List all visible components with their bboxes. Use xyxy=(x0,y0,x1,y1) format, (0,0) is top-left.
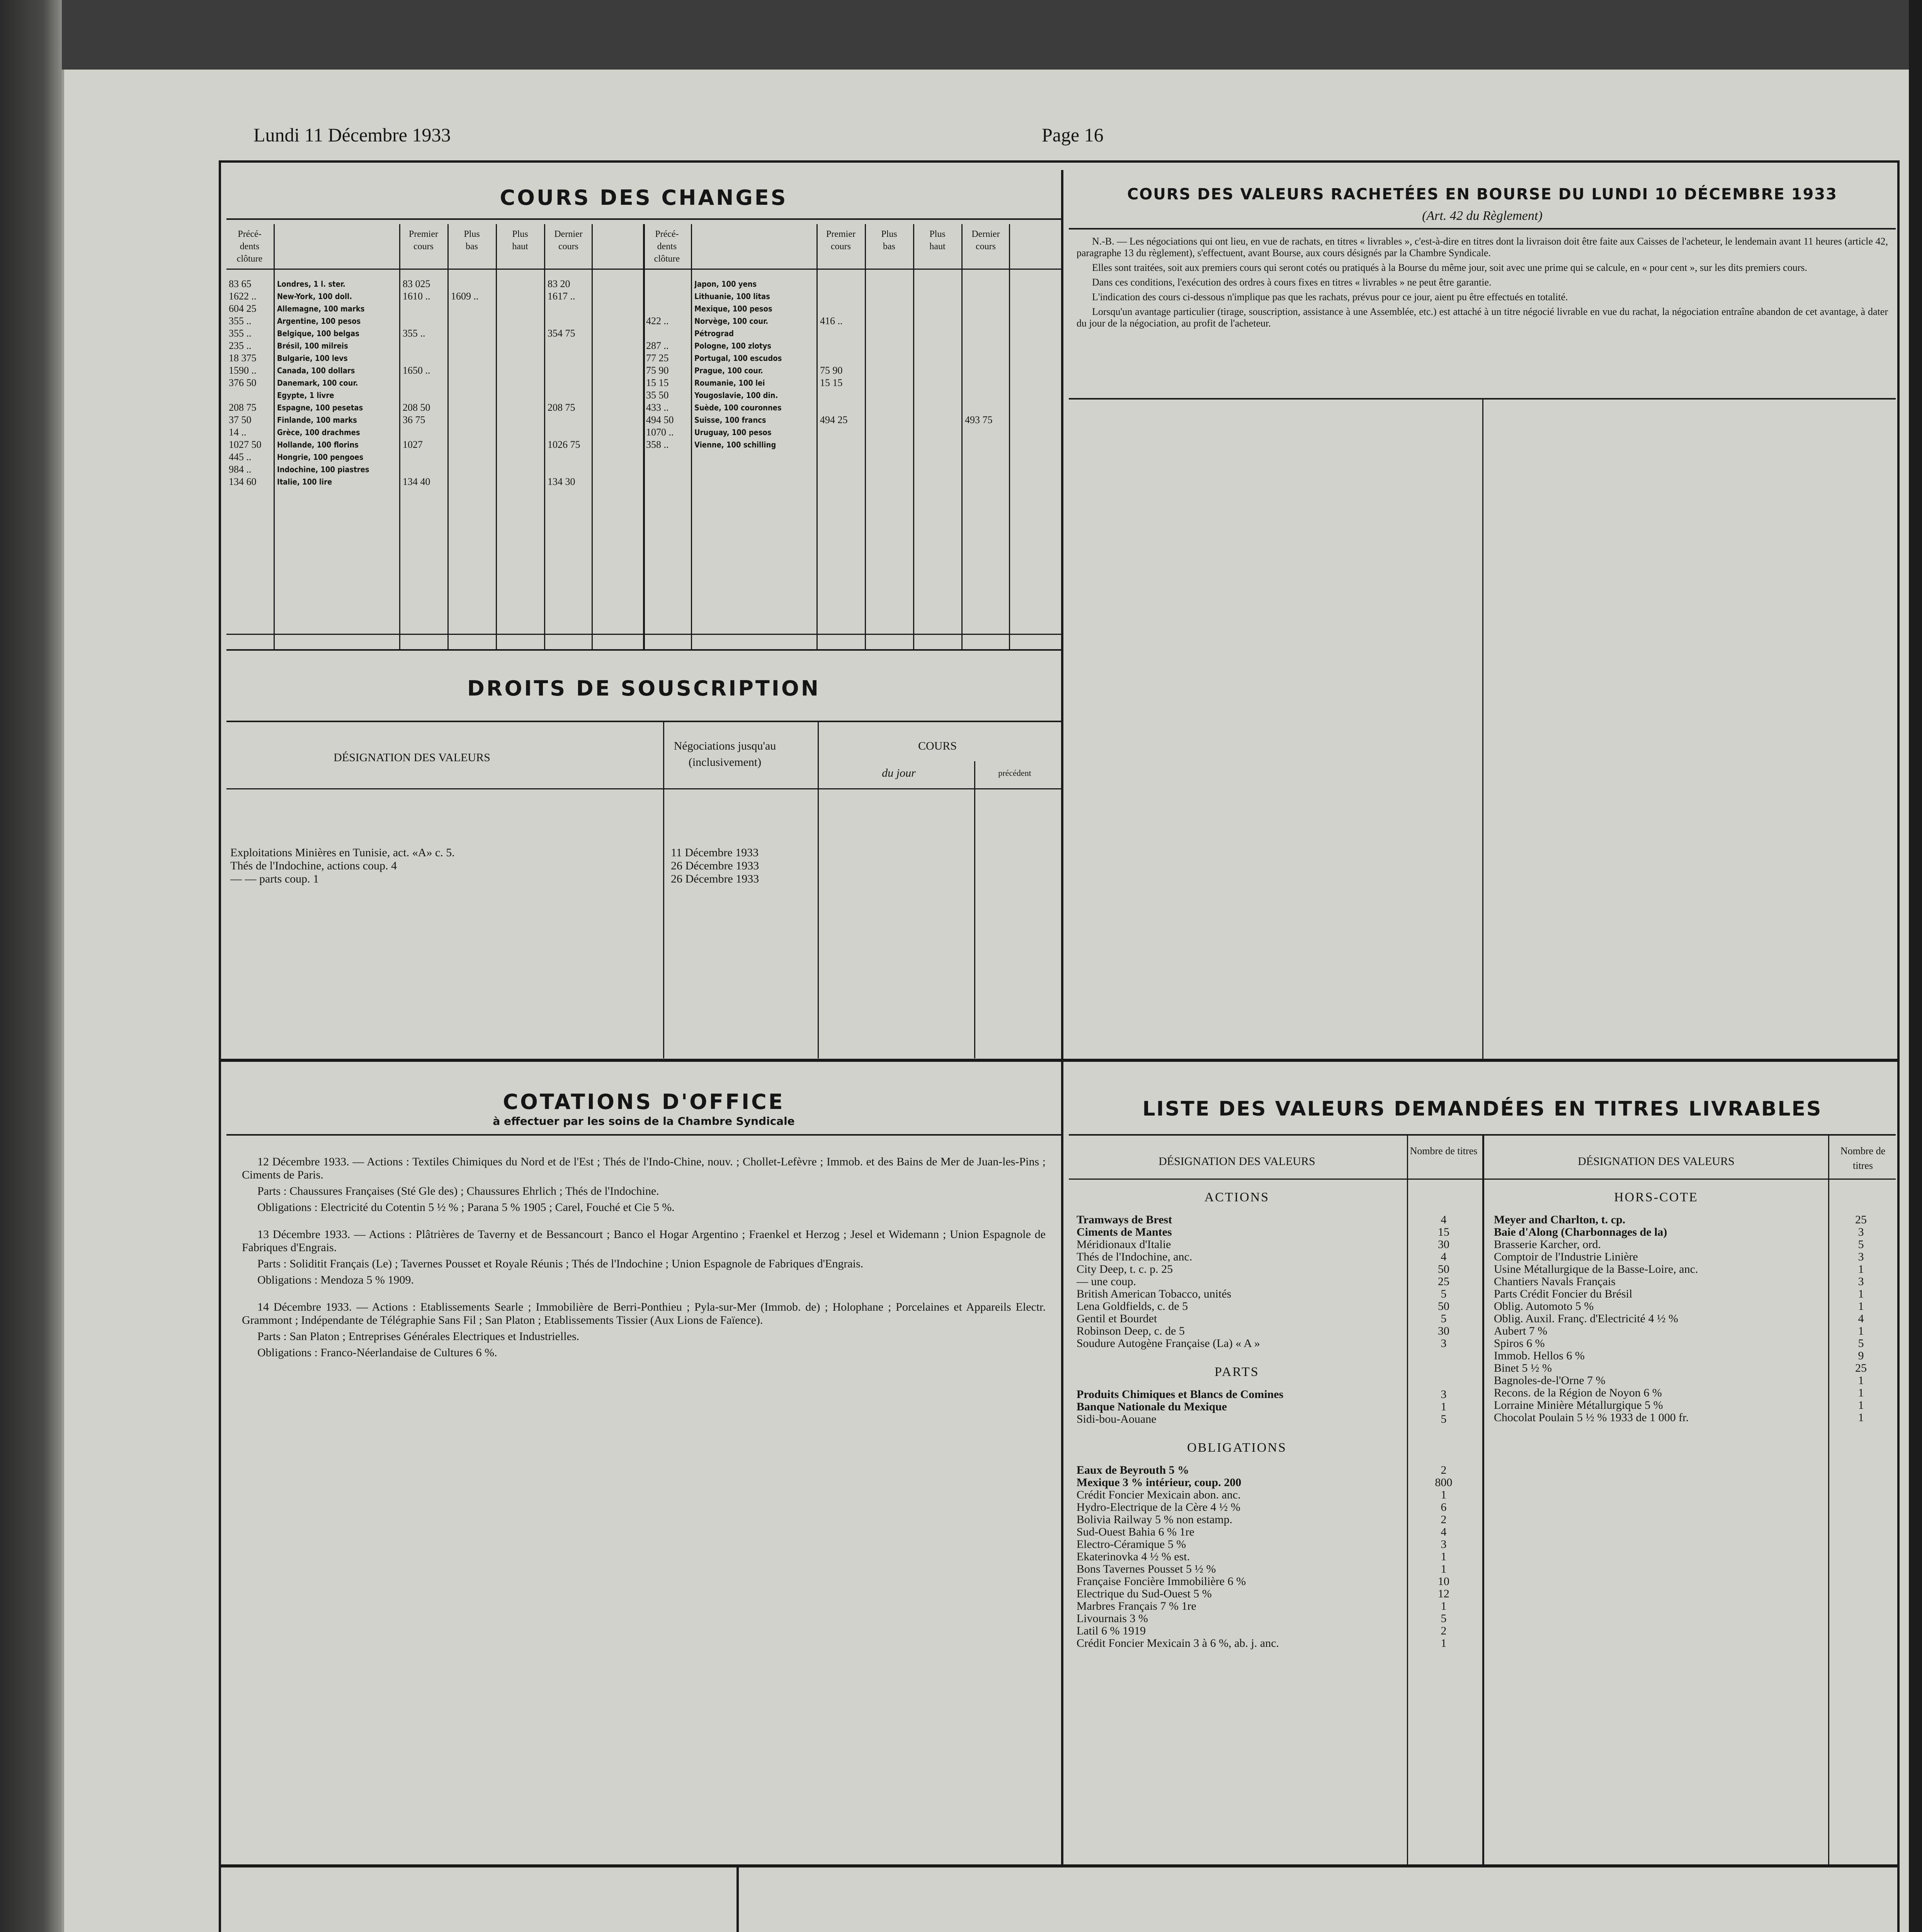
changes-first: 15 15 xyxy=(820,377,843,388)
changes-col-head: Plus haut xyxy=(512,229,528,252)
changes-col-head: Dernier cours xyxy=(554,229,583,252)
demandees-panel xyxy=(744,1867,1896,1932)
office-paragraph: 14 Décembre 1933. — Actions : Etablissements Searle ; Immobilière de Berri-Ponthieu ; Pyla-sur-Mer (Immob. de) ; Holophane ; Porcelaines et Appareils Electr. Grammont ; Indépendante de Télégraphie Sans Fil ; San Platon ; Etablissements Tissier (Aux Lions de Faïence). xyxy=(242,1301,1046,1327)
livrables-item-count: 1 xyxy=(1858,1300,1864,1313)
changes-last: 134 30 xyxy=(548,476,575,487)
changes-last: 83 20 xyxy=(548,278,570,289)
livrables-item-name: Marbres Français 7 % 1re xyxy=(1077,1600,1196,1612)
changes-last: 208 75 xyxy=(548,402,575,413)
changes-name: Bulgarie, 100 levs xyxy=(277,354,348,363)
changes-prev: 376 50 xyxy=(229,377,257,388)
changes-name: Lithuanie, 100 litas xyxy=(694,292,770,301)
livrables-item-count: 3 xyxy=(1441,1388,1447,1401)
livrables-item-name: Comptoir de l'Industrie Linière xyxy=(1494,1250,1638,1263)
droits-date: 11 Décembre 1933 xyxy=(671,846,759,859)
changes-row xyxy=(226,291,644,302)
office-subtitle: à effectuer par les soins de la Chambre Syndicale xyxy=(493,1115,795,1128)
livrables-section-label: HORS-COTE xyxy=(1614,1190,1698,1204)
livrables-item-count: 1 xyxy=(1858,1386,1864,1399)
changes-first: 1650 .. xyxy=(403,365,430,376)
droits-title: DROITS DE SOUSCRIPTION xyxy=(467,676,820,701)
changes-row xyxy=(644,303,1061,315)
livrables-col-designation-right: DÉSIGNATION DES VALEURS xyxy=(1578,1155,1735,1168)
changes-prev: 77 25 xyxy=(646,352,669,364)
changes-row xyxy=(226,402,644,413)
changes-row xyxy=(226,365,644,376)
rachetees-note: N.-B. — Les négociations qui ont lieu, en vue de rachats, en titres « livrables », c'est-à-dire en titres dont la livraison doit être faite aux Caisses de l'acheteur, le lendemain avant 11 heures (article 42, paragraphe 13 du règlement), s'effectuent, avant Bourse, aux cours désignés par la Chambre Syndicale. Elles sont traitées, soit aux premiers cours qui seront cotés ou pratiqués à la Bourse du même jour, soit avec une prime qui se calcule, en « pour cent », sur les dits premiers cours. Dans ces conditions, l'exécution des ordres à cours fixes en titres « livrables » ne peut être garantie. L'indication des cours ci-dessous n'implique pas que les rachats, prévus pour ce jour, aient pu être effectués en totalité. Lorsqu'un avantage particulier (tirage, souscription, assistance à une Assemblée, etc.) est attaché à un titre négocié livrable en vue du rachat, la négociation entraîne abandon de cet avantage, à dater du jour de la négociation, au profit de l'acheteur. xyxy=(1077,236,1888,329)
changes-row xyxy=(644,439,1061,451)
changes-col-head: Premier cours xyxy=(826,229,856,252)
livrables-item-count: 5 xyxy=(1858,1238,1864,1251)
changes-first: 416 .. xyxy=(820,315,843,327)
changes-row xyxy=(644,352,1061,364)
divider-upper xyxy=(219,1059,1900,1062)
changes-head-rule xyxy=(226,269,1061,270)
livrables-item-name: British American Tobacco, unités xyxy=(1077,1287,1231,1300)
changes-prev: 208 75 xyxy=(229,402,257,413)
office-panel xyxy=(226,1063,1061,1864)
divider-col-2 xyxy=(1061,1062,1063,1864)
changes-col-head: Plus haut xyxy=(929,229,946,252)
livrables-item-count: 4 xyxy=(1441,1526,1447,1538)
livrables-item-name: Usine Métallurgique de la Basse-Loire, anc. xyxy=(1494,1263,1698,1276)
livrables-section-label: OBLIGATIONS xyxy=(1187,1440,1287,1455)
changes-name: Allemagne, 100 marks xyxy=(277,304,365,313)
changes-col-head: Dernier cours xyxy=(971,229,1000,252)
changes-row xyxy=(226,352,644,364)
changes-first: 1610 .. xyxy=(403,291,430,302)
droits-col-cours: COURS xyxy=(918,740,957,752)
changes-first: 494 25 xyxy=(820,414,848,425)
livrables-item-name: Chocolat Poulain 5 ½ % 1933 de 1 000 fr. xyxy=(1494,1411,1689,1424)
changes-last: 493 75 xyxy=(965,414,993,425)
livrables-item-name: Gentil et Bourdet xyxy=(1077,1312,1157,1325)
livrables-item-name: Crédit Foncier Mexicain 3 à 6 %, ab. j. anc. xyxy=(1077,1637,1279,1650)
changes-prev: 14 .. xyxy=(229,427,247,438)
livrables-item-count: 1 xyxy=(1441,1637,1447,1650)
livrables-item-name: Immob. Hellos 6 % xyxy=(1494,1349,1585,1362)
changes-name: Vienne, 100 schilling xyxy=(694,440,776,449)
changes-col-head: Plus bas xyxy=(881,229,897,252)
livrables-item-count: 50 xyxy=(1438,1300,1449,1313)
changes-row xyxy=(644,427,1061,438)
changes-row xyxy=(226,315,644,327)
livrables-item-count: 25 xyxy=(1855,1213,1867,1226)
changes-prev: 35 50 xyxy=(646,389,669,401)
livrables-item-name: Oblig. Auxil. Franç. d'Electricité 4 ½ % xyxy=(1494,1312,1678,1325)
livrables-item-count: 5 xyxy=(1441,1413,1447,1425)
livrables-panel xyxy=(1069,1063,1896,1864)
changes-row xyxy=(644,377,1061,389)
office-paragraph: Obligations : Mendoza 5 % 1909. xyxy=(257,1274,414,1286)
livrables-item-count: 5 xyxy=(1441,1612,1447,1625)
rappels-panel xyxy=(226,1867,736,1932)
office-paragraph: Obligations : Electricité du Cotentin 5 ½ % ; Parana 5 % 1905 ; Carel, Fouché et Cie 5 %. xyxy=(257,1201,675,1214)
livrables-col-designation-left: DÉSIGNATION DES VALEURS xyxy=(1158,1155,1315,1168)
changes-prev: 433 .. xyxy=(646,402,669,413)
livrables-item-count: 5 xyxy=(1441,1287,1447,1300)
changes-last: 1026 75 xyxy=(548,439,580,450)
changes-row xyxy=(644,365,1061,376)
livrables-item-count: 50 xyxy=(1438,1263,1449,1276)
livrables-col-nombre-right: Nombre de titres xyxy=(1840,1145,1886,1171)
livrables-item-name: Ciments de Mantes xyxy=(1077,1226,1172,1238)
livrables-item-count: 800 xyxy=(1435,1476,1453,1489)
office-paragraph: 13 Décembre 1933. — Actions : Plâtrières de Taverny et de Bessancourt ; Banco el Hogar Argentino ; Fraenkel et Herzog ; Jesel et Widemann ; Union Espagnole de Fabriques d'Engrais. xyxy=(242,1228,1046,1254)
changes-first: 36 75 xyxy=(403,414,425,425)
livrables-item-name: Bons Tavernes Pousset 5 ½ % xyxy=(1077,1563,1216,1575)
changes-name: Japon, 100 yens xyxy=(694,279,757,289)
changes-row xyxy=(226,451,644,463)
changes-row xyxy=(226,414,644,426)
changes-prev: 15 15 xyxy=(646,377,669,388)
livrables-item-name: Robinson Deep, c. de 5 xyxy=(1077,1325,1185,1337)
changes-name: Portugal, 100 escudos xyxy=(694,354,782,363)
livrables-item-name: Meyer and Charlton, t. cp. xyxy=(1494,1213,1626,1226)
livrables-item-name: Binet 5 ½ % xyxy=(1494,1362,1552,1374)
changes-name: Pologne, 100 zlotys xyxy=(694,341,771,350)
livrables-item-count: 10 xyxy=(1438,1575,1449,1588)
changes-name: Suède, 100 couronnes xyxy=(694,403,782,412)
changes-prev: 1070 .. xyxy=(646,427,674,438)
changes-prev: 494 50 xyxy=(646,414,674,425)
changes-row xyxy=(644,291,1061,302)
livrables-item-name: Baie d'Along (Charbonnages de la) xyxy=(1494,1226,1667,1238)
changes-name: Hongrie, 100 pengoes xyxy=(277,452,364,462)
changes-prev: 1622 .. xyxy=(229,291,257,302)
livrables-item-count: 1 xyxy=(1858,1263,1864,1276)
changes-row xyxy=(226,389,644,401)
divider-col-3 xyxy=(736,1867,739,1932)
droits-col-du-jour: du jour xyxy=(882,767,916,779)
changes-col-head: Précé- dents clôture xyxy=(236,229,263,264)
livrables-item-name: Parts Crédit Foncier du Brésil xyxy=(1494,1287,1633,1300)
office-title: COTATIONS D'OFFICE xyxy=(503,1090,785,1114)
droits-col-negociations: Négociations jusqu'au (inclusivement) xyxy=(674,740,776,769)
changes-table xyxy=(226,224,1061,649)
changes-first: 75 90 xyxy=(820,365,843,376)
changes-first: 355 .. xyxy=(403,328,425,339)
changes-row xyxy=(226,377,644,389)
livrables-item-count: 5 xyxy=(1858,1337,1864,1350)
livrables-item-count: 3 xyxy=(1441,1337,1447,1350)
changes-name: Yougoslavie, 100 din. xyxy=(694,391,778,400)
changes-prev: 287 .. xyxy=(646,340,669,351)
livrables-item-name: Spiros 6 % xyxy=(1494,1337,1545,1350)
office-paragraph: Parts : Chaussures Françaises (Sté Gle des) ; Chaussures Ehrlich ; Thés de l'Indochine. xyxy=(257,1185,659,1197)
livrables-item-name: Chantiers Navals Français xyxy=(1494,1275,1616,1288)
changes-prev: 355 .. xyxy=(229,315,252,327)
changes-prev: 445 .. xyxy=(229,451,252,463)
office-paragraph: Parts : Soliditit Français (Le) ; Tavernes Pousset et Royale Réunis ; Thés de l'Indochine ; Union Espagnole de Fabriques d'Engrais. xyxy=(257,1257,864,1270)
changes-prev: 358 .. xyxy=(646,439,669,450)
changes-row xyxy=(226,476,644,488)
changes-name: Espagne, 100 pesetas xyxy=(277,403,363,412)
changes-title: COURS DES CHANGES xyxy=(500,185,788,210)
livrables-item-count: 1 xyxy=(1441,1488,1447,1501)
changes-name: Belgique, 100 belgas xyxy=(277,329,359,338)
divider-col-1 xyxy=(1061,170,1063,1059)
changes-prev: 18 375 xyxy=(229,352,257,364)
livrables-item-count: 4 xyxy=(1441,1213,1447,1226)
livrables-item-count: 1 xyxy=(1858,1399,1864,1412)
changes-row xyxy=(226,464,644,475)
page-date: Lundi 11 Décembre 1933 xyxy=(253,124,451,146)
livrables-item-count: 5 xyxy=(1441,1312,1447,1325)
changes-last: 1617 .. xyxy=(548,291,575,302)
changes-name: Suisse, 100 francs xyxy=(694,415,766,425)
changes-prev: 235 .. xyxy=(229,340,252,351)
office-paragraph: Obligations : Franco-Néerlandaise de Cultures 6 %. xyxy=(257,1346,497,1359)
livrables-item-count: 3 xyxy=(1441,1538,1447,1551)
changes-row xyxy=(644,340,1061,352)
changes-name: Norvège, 100 cour. xyxy=(694,316,768,326)
changes-prev: 604 25 xyxy=(229,303,257,314)
livrables-item-name: Eaux de Beyrouth 5 % xyxy=(1077,1464,1189,1476)
changes-name: Brésil, 100 milreis xyxy=(277,341,348,350)
changes-name: Egypte, 1 livre xyxy=(277,391,334,400)
livrables-item-count: 1 xyxy=(1441,1600,1447,1612)
changes-row xyxy=(226,303,644,315)
livrables-item-name: Latil 6 % 1919 xyxy=(1077,1624,1146,1637)
livrables-title: LISTE DES VALEURS DEMANDÉES EN TITRES LIVRABLES xyxy=(1142,1097,1822,1121)
changes-row xyxy=(226,278,644,290)
changes-prev: 1590 .. xyxy=(229,365,257,376)
droits-col-precedent: précédent xyxy=(998,768,1031,778)
livrables-item-name: — une coup. xyxy=(1077,1275,1136,1288)
changes-prev: 355 .. xyxy=(229,328,252,339)
livrables-item-name: Electrique du Sud-Ouest 5 % xyxy=(1077,1587,1212,1600)
changes-first: 1027 xyxy=(403,439,423,450)
livrables-item-name: Tramways de Brest xyxy=(1077,1213,1172,1226)
changes-name: Londres, 1 l. ster. xyxy=(277,279,345,289)
changes-name: Pétrograd xyxy=(694,329,734,338)
changes-row xyxy=(644,278,1061,290)
livrables-section-label: PARTS xyxy=(1214,1365,1259,1379)
changes-prev: 1027 50 xyxy=(229,439,262,450)
changes-name: Grèce, 100 drachmes xyxy=(277,428,360,437)
livrables-item-name: Hydro-Electrique de la Cère 4 ½ % xyxy=(1077,1501,1240,1514)
changes-row xyxy=(644,402,1061,413)
droits-name: Thés de l'Indochine, actions coup. 4 xyxy=(230,859,397,872)
livrables-item-count: 1 xyxy=(1858,1374,1864,1387)
office-paragraph: 12 Décembre 1933. — Actions : Textiles Chimiques du Nord et de l'Est ; Thés de l'Indo-Chine, nouv. ; Chollet-Lefèvre ; Immob. et des Bains de Mer de Juan-les-Pins ; Ciments de Paris. xyxy=(242,1155,1046,1181)
droits-name: Exploitations Minières en Tunisie, act. «A» c. 5. xyxy=(230,846,455,859)
changes-col-head: Plus bas xyxy=(464,229,480,252)
droits-col-designation: DÉSIGNATION DES VALEURS xyxy=(333,751,490,764)
livrables-item-name: Sidi-bou-Aouane xyxy=(1077,1413,1157,1425)
livrables-item-name: Lorraine Minière Métallurgique 5 % xyxy=(1494,1399,1663,1412)
office-text xyxy=(242,1155,1046,1362)
livrables-item-name: Française Foncière Immobilière 6 % xyxy=(1077,1575,1246,1588)
livrables-item-count: 1 xyxy=(1441,1400,1447,1413)
changes-prev: 422 .. xyxy=(646,315,669,327)
changes-name: Danemark, 100 cour. xyxy=(277,378,358,388)
changes-prev: 134 60 xyxy=(229,476,257,487)
livrables-right xyxy=(1486,1182,1896,1839)
livrables-item-count: 30 xyxy=(1438,1325,1449,1337)
livrables-item-count: 2 xyxy=(1441,1624,1447,1637)
livrables-col-nombre-left: Nombre de titres xyxy=(1410,1145,1478,1156)
livrables-item-name: Ekaterinovka 4 ½ % est. xyxy=(1077,1550,1190,1563)
rachetees-panel xyxy=(1069,170,1896,1059)
livrables-item-name: Soudure Autogène Française (La) « A » xyxy=(1077,1337,1260,1350)
changes-name: New-York, 100 doll. xyxy=(277,292,352,301)
livrables-item-count: 4 xyxy=(1858,1312,1864,1325)
changes-name: Roumanie, 100 lei xyxy=(694,378,765,388)
livrables-item-name: Brasserie Karcher, ord. xyxy=(1494,1238,1601,1251)
livrables-item-name: Mexique 3 % intérieur, coup. 200 xyxy=(1077,1476,1242,1489)
livrables-item-count: 30 xyxy=(1438,1238,1449,1251)
office-paragraph: Parts : San Platon ; Entreprises Générales Electriques et Industrielles. xyxy=(257,1330,580,1343)
changes-name: Prague, 100 cour. xyxy=(694,366,763,375)
livrables-item-count: 9 xyxy=(1858,1349,1864,1362)
changes-row xyxy=(644,389,1061,401)
changes-prev: 75 90 xyxy=(646,365,669,376)
changes-name: Mexique, 100 pesos xyxy=(694,304,772,313)
changes-prev: 984 .. xyxy=(229,464,252,475)
rachetees-subtitle: (Art. 42 du Règlement) xyxy=(1422,209,1543,223)
divider-lower xyxy=(219,1864,1900,1867)
livrables-item-name: Recons. de la Région de Noyon 6 % xyxy=(1494,1386,1662,1399)
livrables-item-name: Lena Goldfields, c. de 5 xyxy=(1077,1300,1188,1313)
livrables-item-name: Livournais 3 % xyxy=(1077,1612,1148,1625)
livrables-item-count: 25 xyxy=(1438,1275,1449,1288)
changes-row xyxy=(226,328,644,339)
livrables-item-count: 3 xyxy=(1858,1275,1864,1288)
livrables-left xyxy=(1069,1182,1482,1839)
livrables-item-name: Sud-Ouest Bahia 6 % 1re xyxy=(1077,1526,1194,1538)
changes-row xyxy=(226,439,644,451)
changes-first: 134 40 xyxy=(403,476,430,487)
changes-prev: 37 50 xyxy=(229,414,252,425)
livrables-section-label: ACTIONS xyxy=(1204,1190,1270,1204)
livrables-item-count: 2 xyxy=(1441,1464,1447,1476)
droits-date: 26 Décembre 1933 xyxy=(671,859,759,872)
changes-row xyxy=(644,328,1061,339)
livrables-item-name: Aubert 7 % xyxy=(1494,1325,1548,1337)
livrables-item-name: Bagnoles-de-l'Orne 7 % xyxy=(1494,1374,1606,1387)
changes-name: Hollande, 100 florins xyxy=(277,440,359,449)
changes-row xyxy=(644,414,1061,426)
changes-prev: 83 65 xyxy=(229,278,252,289)
changes-col-head: Premier cours xyxy=(409,229,438,252)
livrables-item-count: 15 xyxy=(1438,1226,1449,1238)
rachetees-title: COURS DES VALEURS RACHETÉES EN BOURSE DU LUNDI 10 DÉCEMBRE 1933 xyxy=(1127,185,1837,203)
newspaper-page xyxy=(62,70,1909,1932)
livrables-item-name: City Deep, t. c. p. 25 xyxy=(1077,1263,1173,1276)
livrables-item-count: 3 xyxy=(1858,1250,1864,1263)
changes-panel xyxy=(226,170,1061,649)
livrables-item-name: Electro-Céramique 5 % xyxy=(1077,1538,1186,1551)
changes-row xyxy=(644,315,1061,327)
changes-foot-rule xyxy=(226,634,1061,635)
changes-row xyxy=(226,427,644,438)
livrables-item-count: 3 xyxy=(1858,1226,1864,1238)
livrables-item-name: Oblig. Automoto 5 % xyxy=(1494,1300,1594,1313)
livrables-item-count: 4 xyxy=(1441,1250,1447,1263)
droits-rows xyxy=(226,846,1061,923)
changes-name: Italie, 100 lire xyxy=(277,477,332,486)
changes-row xyxy=(226,340,644,352)
livrables-item-name: Méridionaux d'Italie xyxy=(1077,1238,1171,1251)
changes-low: 1609 .. xyxy=(451,291,479,302)
changes-first: 208 50 xyxy=(403,402,430,413)
livrables-item-name: Banque Nationale du Mexique xyxy=(1077,1400,1227,1413)
changes-first: 83 025 xyxy=(403,278,430,289)
changes-name: Indochine, 100 piastres xyxy=(277,465,369,474)
changes-name: Finlande, 100 marks xyxy=(277,415,357,425)
livrables-item-count: 1 xyxy=(1441,1563,1447,1575)
livrables-item-name: Bolivia Railway 5 % non estamp. xyxy=(1077,1513,1233,1526)
livrables-item-count: 1 xyxy=(1858,1411,1864,1424)
book-spine xyxy=(0,0,62,1932)
page-number: Page 16 xyxy=(1042,124,1104,146)
livrables-item-count: 1 xyxy=(1858,1287,1864,1300)
droits-panel xyxy=(226,649,1061,1059)
changes-col-head: Précé- dents clôture xyxy=(654,229,680,264)
changes-name: Argentine, 100 pesos xyxy=(277,316,361,326)
livrables-item-count: 6 xyxy=(1441,1501,1447,1514)
changes-name: Canada, 100 dollars xyxy=(277,366,355,375)
livrables-item-count: 12 xyxy=(1438,1587,1449,1600)
livrables-item-name: Thés de l'Indochine, anc. xyxy=(1077,1250,1192,1263)
changes-name: Uruguay, 100 pesos xyxy=(694,428,772,437)
changes-last: 354 75 xyxy=(548,328,575,339)
livrables-item-name: Produits Chimiques et Blancs de Comines xyxy=(1077,1388,1284,1401)
livrables-item-name: Crédit Foncier Mexicain abon. anc. xyxy=(1077,1488,1241,1501)
livrables-item-count: 1 xyxy=(1441,1550,1447,1563)
livrables-item-count: 1 xyxy=(1858,1325,1864,1337)
scan-edge xyxy=(1909,0,1922,1932)
livrables-item-count: 2 xyxy=(1441,1513,1447,1526)
droits-date: 26 Décembre 1933 xyxy=(671,872,759,885)
rachetees-column-rule xyxy=(1482,400,1483,1059)
droits-name: — — parts coup. 1 xyxy=(230,872,319,885)
livrables-item-count: 25 xyxy=(1855,1362,1867,1374)
